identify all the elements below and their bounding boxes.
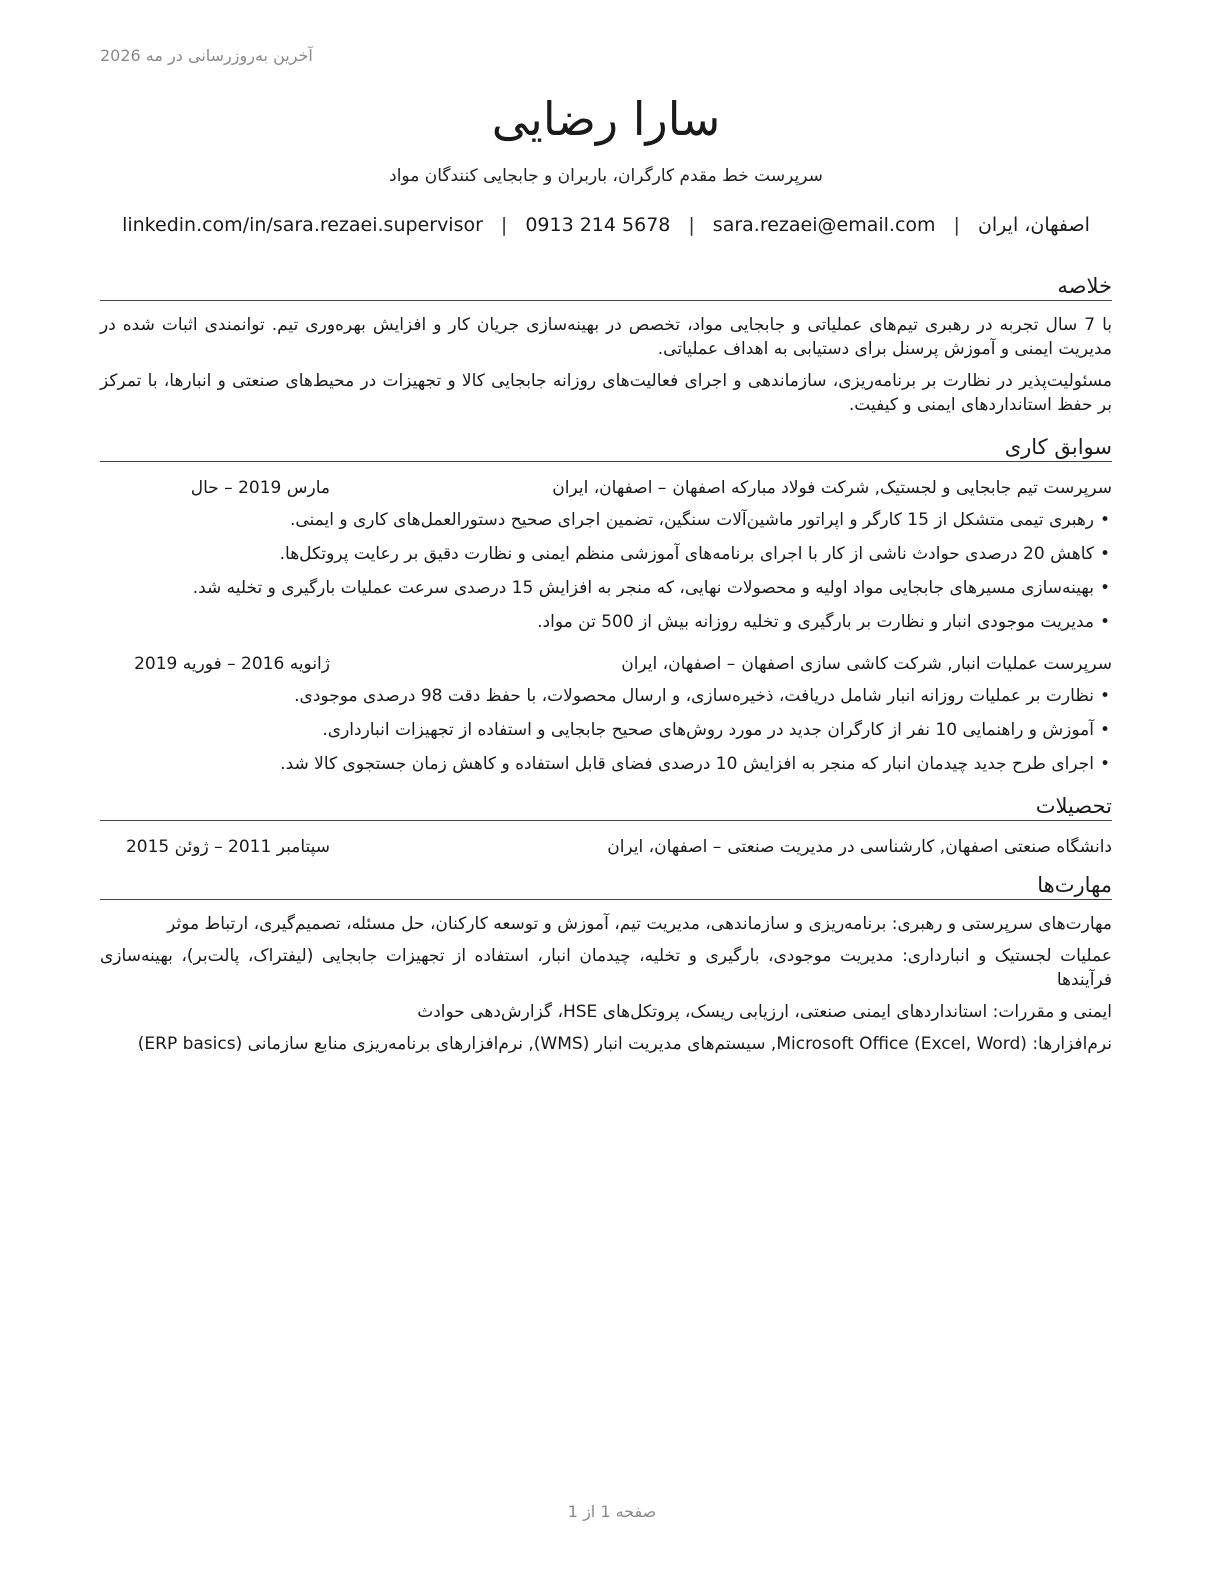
job-dates: مارس 2019 – حال (190, 478, 330, 498)
job-title: سرپرست عملیات انبار, شرکت کاشی سازی اصفهان (741, 654, 1112, 674)
education-heading: تحصیلات (100, 794, 1112, 821)
last-updated-note: آخرین به‌روزرسانی در مه 2026 (100, 46, 313, 65)
candidate-name: سارا رضایی (491, 92, 721, 146)
experience-heading: سوابق کاری (100, 435, 1112, 462)
page-number: صفحه 1 از 1 (567, 1502, 657, 1521)
job-bullets (100, 684, 1112, 776)
job-header (100, 478, 1112, 498)
job-bullet: • نظارت بر عملیات روزانه انبار شامل دریافت، ذخیره‌سازی، و ارسال محصولات، با حفظ دقت 98 درصدی موجودی. (100, 684, 1094, 708)
job-title: سرپرست تیم جابجایی و لجستیک, شرکت فولاد مبارکه اصفهان (672, 478, 1112, 498)
skills-heading: مهارت‌ها (100, 873, 1112, 900)
skill-line: عملیات لجستیک و انبارداری: مدیریت موجودی، بارگیری و تخلیه، چیدمان انبار، استفاده از تجهیزات جابجایی (لیفتراک، پالت‌بر)، بهینه‌سازی فرآیندها (100, 946, 1112, 990)
education-dates: سپتامبر 2011 – ژوئن 2015 (125, 837, 330, 857)
resume-content (100, 88, 1112, 1056)
skill-line: ایمنی و مقررات: استانداردهای ایمنی صنعتی، ارزیابی ریسک، پروتکل‌های HSE، گزارش‌دهی حوادث (417, 1002, 1112, 1022)
job-bullet: • مدیریت موجودی انبار و نظارت بر بارگیری و تخلیه روزانه بیش از 500 تن مواد. (100, 610, 1094, 634)
job-header (100, 654, 1112, 674)
contact-linkedin[interactable]: linkedin.com/in/sara.rezaei.supervisor (122, 214, 483, 236)
contact-separator: | (688, 214, 695, 236)
job-bullet: • کاهش 20 درصدی حوادث ناشی از کار با اجرای برنامه‌های آموزشی منظم ایمنی و نظارت دقیق بر رعایت پروتکل‌ها. (100, 542, 1094, 566)
summary-heading: خلاصه (100, 274, 1112, 301)
job-bullet: • رهبری تیمی متشکل از 15 کارگر و اپراتور ماشین‌آلات سنگین، تضمین اجرای صحیح دستورالعمل‌های کاری و ایمنی. (100, 508, 1094, 532)
education-section (100, 794, 1112, 857)
job-bullet: • آموزش و راهنمایی 10 نفر از کارگران جدید در مورد روش‌های صحیح جابجایی و استفاده از تجهیزات انبارداری. (100, 718, 1094, 742)
job-bullet: • بهینه‌سازی مسیرهای جابجایی مواد اولیه و محصولات نهایی، که منجر به افزایش 15 درصدی سرعت عملیات بارگیری و تخلیه شد. (100, 576, 1094, 600)
contact-separator: | (953, 214, 960, 236)
contact-email[interactable]: sara.rezaei@email.com (712, 214, 936, 236)
job-bullet: • اجرای طرح جدید چیدمان انبار که منجر به افزایش 10 درصدی فضای قابل استفاده و کاهش زمان جستجوی کالا شد. (100, 752, 1094, 776)
summary-paragraph: مسئولیت‌پذیر در نظارت بر برنامه‌ریزی، سازماندهی و اجرای فعالیت‌های روزانه جابجایی کالا و تجهیزات در محیط‌های صنعتی و انبارها، با تمرکز بر حفظ استانداردهای ایمنی و کیفیت. (100, 371, 1112, 415)
contact-line (100, 214, 1112, 236)
skills-section (100, 873, 1112, 1056)
job-dates: ژانویه 2016 – فوریه 2019 (134, 654, 330, 674)
job-location: – اصفهان، ایران (552, 478, 667, 498)
contact-separator: | (500, 214, 508, 236)
education-location: – اصفهان، ایران (607, 837, 722, 857)
job-location: – اصفهان، ایران (621, 654, 736, 674)
job-entry (100, 654, 1112, 776)
job-entry (100, 478, 1112, 634)
education-entry (100, 837, 1112, 857)
candidate-headline: سرپرست خط مقدم کارگران، باربران و جابجایی کنندگان مواد (389, 166, 823, 186)
skill-line: نرم‌افزارها: Microsoft Office (Excel, Word), سیستم‌های مدیریت انبار (WMS), نرم‌افزارهای برنامه‌ریزی منابع سازمانی (ERP basics) (137, 1034, 1112, 1054)
education-degree: دانشگاه صنعتی اصفهان, کارشناسی در مدیریت صنعتی (727, 837, 1112, 857)
job-bullets (100, 508, 1112, 634)
contact-phone[interactable]: 0913 214 5678 (525, 214, 671, 236)
summary-section (100, 274, 1112, 417)
contact-location: اصفهان، ایران (977, 214, 1090, 236)
summary-paragraph: با 7 سال تجربه در رهبری تیم‌های عملیاتی و جابجایی مواد، تخصص در بهینه‌سازی جریان کار و افزایش بهره‌وری تیم. توانمندی اثبات شده در مدیریت ایمنی و آموزش پرسنل برای دستیابی به اهداف عملیاتی. (100, 315, 1112, 359)
skill-line: مهارت‌های سرپرستی و رهبری: برنامه‌ریزی و سازماندهی، مدیریت تیم، آموزش و توسعه کارکنان، حل مسئله، تصمیم‌گیری، ارتباط موثر (167, 914, 1112, 934)
experience-section (100, 435, 1112, 776)
